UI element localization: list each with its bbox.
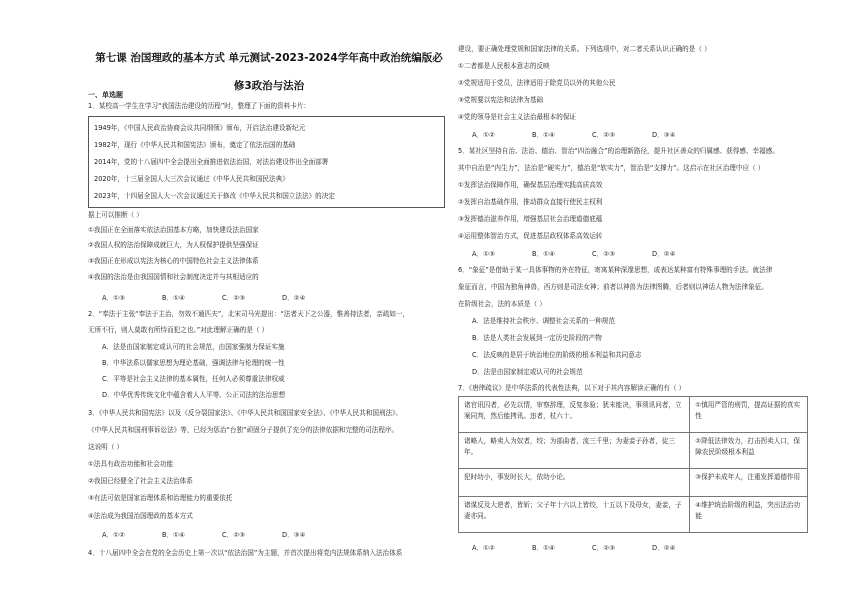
option-c[interactable]: C．②③ [222,294,246,302]
table-cell: ③保护未成年人，注重发挥道德作用 [690,469,808,497]
q5-options [472,248,712,258]
title-line-2: 修3政治与法治 [233,80,305,92]
q5-item: ②发挥自治基础作用，推动群众直接行使民主权利 [458,198,603,206]
option-a[interactable]: A．①③ [472,250,495,258]
q1-item: ①我国正在全面落实依法治国基本方略，加快建设法治国家 [88,226,259,234]
q4-stem-line: 4．十八届四中全会在党的全会历史上第一次以“依法治国”为主题，并首次提出将党内法规体系纳入法治体系 [88,549,403,557]
q2-option[interactable]: C．平等是社会主义法律的基本属性，任何人必须尊重法律权威 [102,375,285,383]
table-cell: ②降低法律效力，打击拐卖人口，保障农民阶级根本利益 [690,433,808,469]
q3-stem-line: 《中华人民共和国刑事诉讼法》等，已经为惩治“台独”顽固分子提供了充分的法律依据和完整的司法程序。 [88,426,399,434]
q4-options [472,129,712,139]
q4-stem-line: 建设，要正确处理党规和国家法律的关系。下列选项中，对二者关系认识正确的是（ ） [458,45,711,53]
q2-option[interactable]: A．法是由国家制定或认可的社会规范，由国家强制力保证实施 [102,343,285,351]
document-title [88,44,450,100]
q6-stem-line: 在阶级社会，法的本质是（ ） [458,300,546,308]
q6-option[interactable]: D．法是由国家制定或认可的社会规范 [472,368,583,376]
section-heading: 一、单选题 [88,91,123,99]
table-row [459,497,808,533]
option-a[interactable]: A．①② [472,544,495,552]
q5-stem-line: 其中自治是“内生力”，法治是“硬实力”，德治是“软实力”，智治是“支撑力”。这启示在社区治理中应（ ） [458,164,765,172]
q1-item: ④我国的法治是由我国国情和社会制度决定并与其相适应的 [88,273,259,281]
table-cell: ④维护统治阶级的利益，突出法治功能 [690,497,808,533]
option-c[interactable]: C．②③ [592,131,616,139]
q3-item: ④法治成为我国治国理政的基本方式 [88,512,193,520]
option-b[interactable]: B．①④ [532,544,555,552]
option-c[interactable]: C．②③ [592,250,616,258]
q2-option[interactable]: D．中华优秀传统文化中蕴含着人人平等、公正司法的法治思想 [102,391,286,399]
q3-stem-line: 3．《中华人民共和国宪法》以及《反分裂国家法》、《中华人民共和国国家安全法》、《中华人民共和国刑法》、 [88,409,403,417]
q5-item: ①发挥法治保障作用，确保基层治理实践高质高效 [458,181,603,189]
q1-card-line: 1982年，现行《中华人民共和国宪法》颁布，奠定了依法治国的基础 [94,141,296,149]
q1-card-line: 2020年，十三届全国人大三次会议通过《中华人民共和国民法典》 [94,175,289,183]
q1-options [102,292,342,302]
q3-stem-line: 这说明（ ） [88,443,124,451]
q1-stem: 1．某校高一学生在学习“我国法治建设的历程”时，整理了下面的资料卡片： [88,102,311,110]
q1-card-line: 1949年，《中国人民政治协商会议共同纲领》颁布，开启法治建设新纪元 [94,124,306,132]
option-d[interactable]: D．②④ [652,544,676,552]
q1-info-card [88,116,445,208]
option-d[interactable]: D．②④ [652,250,676,258]
table-cell: 诸略人，略卖人为奴者，绞；为部曲者，流三千里；为妻妾子孙者，徒三年。 [459,433,690,469]
q1-lead: 据上可以推断（ ） [88,211,143,219]
table-cell: ①慎用严管的刑罚，提高证据的真实性 [690,397,808,433]
table-row [459,397,808,433]
q5-item: ③发挥德治滋养作用，增强基层社会治理道德底蕴 [458,215,603,223]
q1-item: ②我国人权的法治保障成就巨大，为人权保护提供坚强保证 [88,241,259,249]
option-a[interactable]: A．①② [472,131,495,139]
q3-item: ①法具有政治功能和社会功能 [88,460,174,468]
option-b[interactable]: B．①④ [532,131,555,139]
option-d[interactable]: D．③④ [652,131,676,139]
option-a[interactable]: A．①② [102,531,125,539]
option-b[interactable]: B．①④ [532,250,555,258]
table-row [459,433,808,469]
q4-item: ①二者都是人民根本意志的反映 [458,62,550,70]
q5-item: ④运用整体智治方式，促进基层政权体系高效运转 [458,232,603,240]
option-b[interactable]: B．①④ [162,294,185,302]
q2-stem-line: 无所不行，则人莫敢有所恃而犯之也。”对此理解正确的是（ ） [88,326,269,334]
q6-stem-line: 6．“象征”是借助于某一具体事物的外在特征，寄寓某种深邃思想，或表达某种富有特殊事理的手法。就法律 [458,266,773,274]
q4-item: ②党规适用于党员，法律适用于除党员以外的其他公民 [458,79,616,87]
option-d[interactable]: D．③④ [282,531,306,539]
q3-options [102,529,342,539]
option-d[interactable]: D．②④ [282,294,306,302]
table-cell: 诸官讯囚者，必先以情，审察辞理，反复参验；犹未能决，事须讯问者，立案同判，然后能拷讯。违者，杖六十。 [459,397,690,433]
title-line-1: 第七课 治国理政的基本方式 单元测试-2023-2024学年高中政治统编版必 [95,52,443,64]
q1-card-line: 2014年，党的十八届四中全会提出全面推进依法治国，对法治建设作出全面部署 [94,158,329,166]
table-cell: 诸谋反及大逆者，皆斩；父子年十六以上皆绞，十五以下及母女，妻妾，子妻亦同。 [459,497,690,533]
option-c[interactable]: C．②③ [592,544,616,552]
option-a[interactable]: A．①③ [102,294,125,302]
q3-item: ②我国已经健全了社会主义法治体系 [88,477,193,485]
option-c[interactable]: C．②③ [222,531,246,539]
q7-options [472,542,712,552]
q6-stem-line: 象征而言，中国为独角神兽，西方则是司法女神；前者以神兽为法律图腾，后者则以神话人物为法律象征。 [458,283,768,291]
q1-card-line: 2023年，十四届全国人大一次会议通过关于修改《中华人民共和国立法法》的决定 [94,192,335,200]
q4-item: ③党规要以宪法和法律为基础 [458,96,544,104]
q2-stem-line: 2．“奉法于主张“奉法于主治，勿效不通匹夫”，北宋司马光提出：“法者天下之公器，惟善持法者，亲疏如一， [88,310,410,318]
table-cell: 犯时幼小，事发时长大，依幼小论。 [459,469,690,497]
q6-option[interactable]: B．法是人类社会发展到一定历史阶段的产物 [472,334,602,342]
table-row [459,469,808,497]
q6-option[interactable]: A．法是维持社会秩序、调整社会关系的一种规范 [472,317,615,325]
q7-table [458,396,808,533]
q6-option[interactable]: C．法反映的是居于统治地位的阶级的根本利益和共同意志 [472,351,642,359]
q5-stem-line: 5．某社区坚持自治、法治、德治、智治“四治融合”的治理新路径，提升社区善众的归属感、获得感、幸福感。 [458,147,779,155]
q1-item: ③我国正在形成以宪法为核心的中国特色社会主义法律体系 [88,257,259,265]
q2-option[interactable]: B．中华法系以儒家思想为理论基础，强调法律与伦理的统一性 [102,359,285,367]
q7-stem: 7．《唐律疏议》是中华法系的代表性法典，以下对于其内容解读正确的有（ ） [458,384,686,392]
option-b[interactable]: B．①④ [162,531,185,539]
q3-item: ③有法可依是国家治理体系和治理能力的重要依托 [88,494,233,502]
q4-item: ④党的领导是社会主义法治最根本的保证 [458,113,577,121]
